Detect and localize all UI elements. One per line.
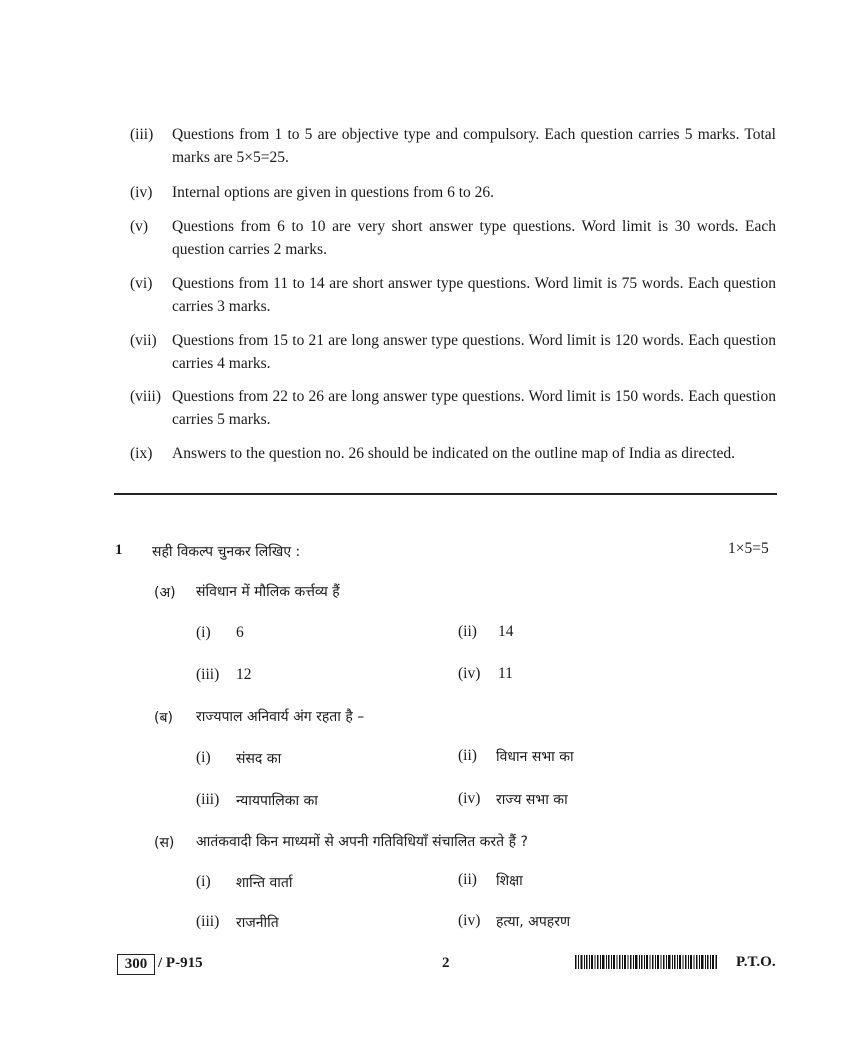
section-divider	[114, 493, 777, 495]
part-question: संविधान में मौलिक कर्त्तव्य हैं	[196, 584, 340, 600]
instruction-number: (viii)	[130, 388, 161, 405]
option-label: (iii)	[196, 913, 220, 930]
option-value: राजनीति	[236, 915, 279, 931]
option-value: शान्ति वार्ता	[236, 875, 293, 891]
instruction-number: (iv)	[130, 184, 153, 201]
barcode-icon	[575, 955, 718, 969]
option-value: 6	[236, 624, 244, 641]
option-value: विधान सभा का	[496, 749, 574, 765]
option-label: (ii)	[458, 871, 477, 888]
instruction-number: (vii)	[130, 332, 157, 349]
option-label: (iv)	[458, 912, 481, 929]
part-question: राज्यपाल अनिवार्य अंग रहता है –	[196, 709, 365, 725]
option-label: (i)	[196, 873, 211, 890]
part-label: (अ)	[154, 585, 176, 601]
instruction-text: Answers to the question no. 26 should be indicated on the outline map of India as directed.	[172, 445, 736, 462]
option-value: शिक्षा	[496, 873, 523, 889]
option-value: हत्या, अपहरण	[496, 914, 571, 930]
option-value: 14	[498, 623, 514, 640]
instruction-text: Questions from 11 to 14 are short answer type questions. Word limit is 75 words. Each question carries 3 marks.	[172, 275, 776, 315]
option-value: 11	[498, 665, 513, 682]
pto-label: P.T.O.	[736, 954, 776, 970]
question-marks: 1×5=5	[728, 540, 769, 557]
question-number: 1	[115, 542, 123, 558]
instruction-number: (vi)	[130, 275, 153, 292]
option-label: (iv)	[458, 790, 481, 807]
option-label: (i)	[196, 749, 211, 766]
paper-code-box: 300	[117, 954, 155, 975]
instruction-number: (iii)	[130, 126, 154, 143]
option-label: (iv)	[458, 665, 481, 682]
instruction-text: Internal options are given in questions from 6 to 26.	[172, 184, 494, 201]
instruction-text: Questions from 1 to 5 are objective type and compulsory. Each question carries 5 marks. Total marks are 5×5=25.	[172, 126, 776, 166]
part-label: (ब)	[154, 710, 173, 726]
paper-code: / P-915	[158, 955, 203, 971]
part-question: आतंकवादी किन माध्यमों से अपनी गतिविधियाँ संचालित करते हैं ?	[196, 834, 528, 850]
instruction-text: Questions from 6 to 10 are very short answer type questions. Word limit is 30 words. Each question carries 2 marks.	[172, 218, 776, 258]
option-value: संसद का	[236, 751, 282, 767]
option-value: 12	[236, 666, 252, 683]
instruction-number: (v)	[130, 218, 149, 235]
instruction-number: (ix)	[130, 445, 153, 462]
option-label: (iii)	[196, 791, 220, 808]
option-label: (iii)	[196, 666, 220, 683]
instruction-text: Questions from 15 to 21 are long answer type questions. Word limit is 120 words. Each question carries 4 marks.	[172, 332, 776, 372]
option-value: न्यायपालिका का	[236, 793, 318, 809]
part-label: (स)	[154, 835, 175, 851]
question-prompt: सही विकल्प चुनकर लिखिए :	[152, 544, 301, 560]
option-label: (ii)	[458, 623, 477, 640]
option-label: (i)	[196, 624, 211, 641]
instruction-text: Questions from 22 to 26 are long answer type questions. Word limit is 150 words. Each question carries 5 marks.	[172, 388, 776, 428]
option-label: (ii)	[458, 747, 477, 764]
page-number: 2	[442, 955, 450, 971]
option-value: राज्य सभा का	[496, 792, 568, 808]
